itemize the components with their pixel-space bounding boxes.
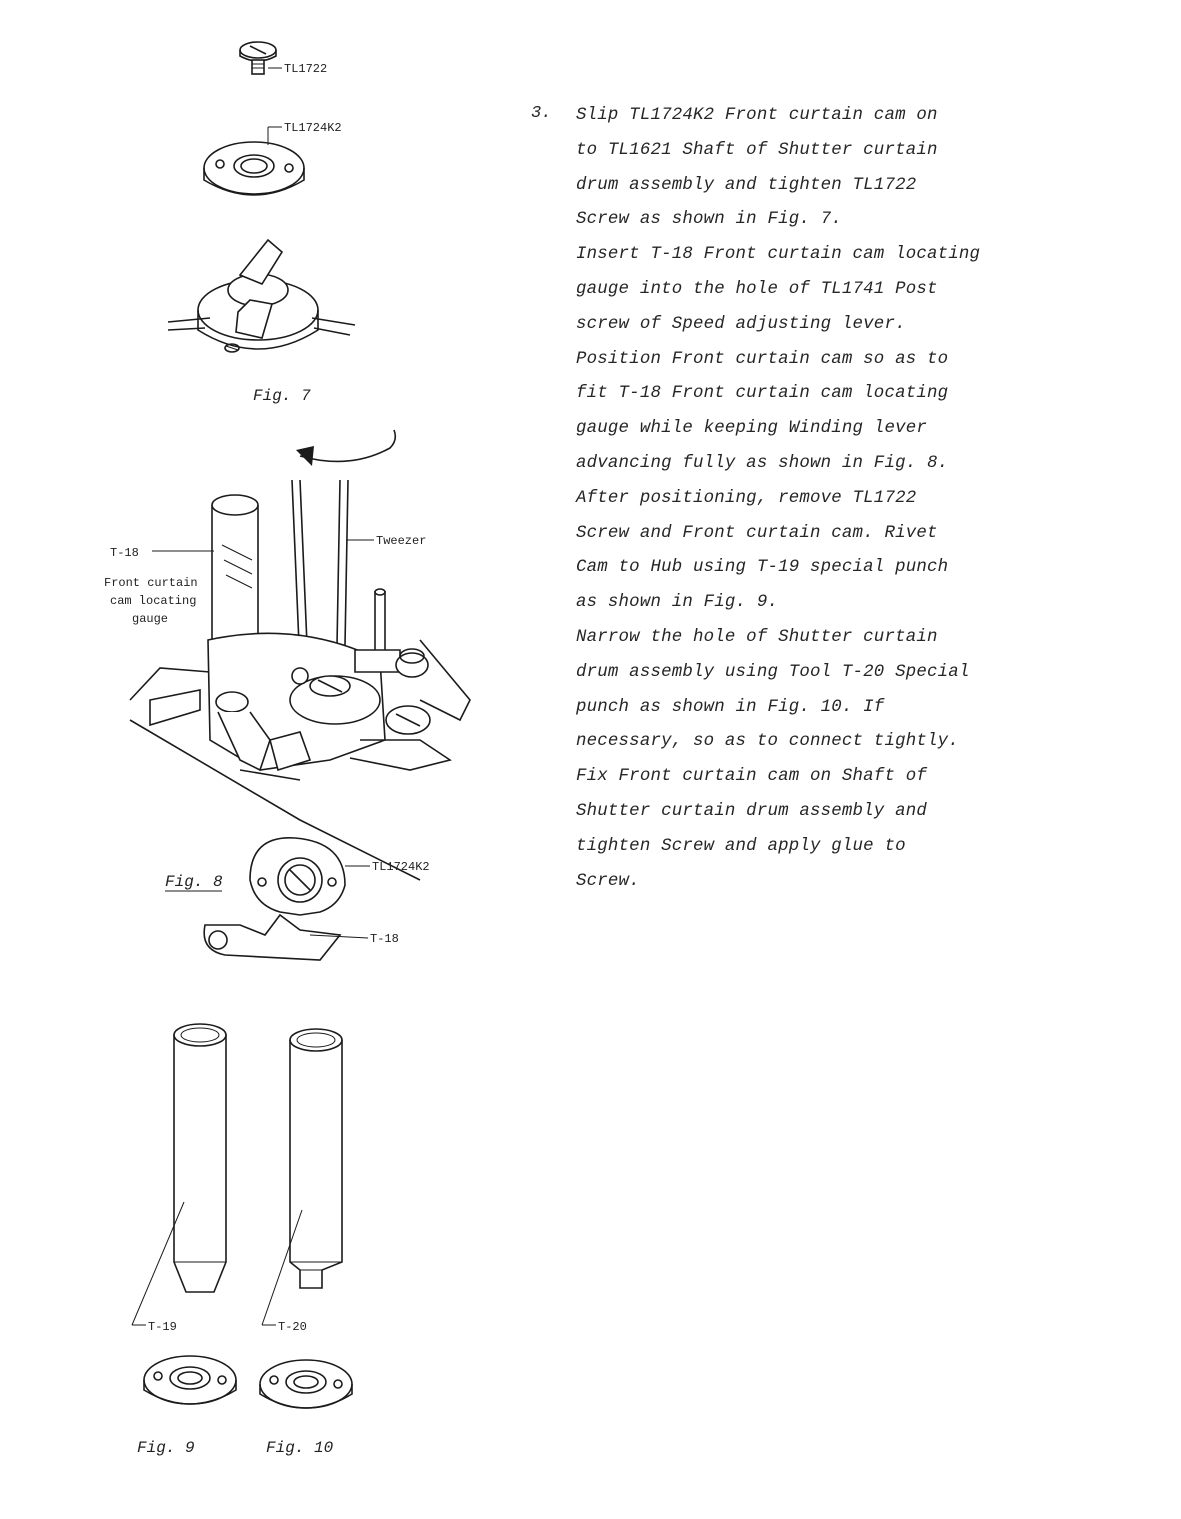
instruction-line: punch as shown in Fig. 10. If <box>576 697 885 717</box>
label-tweezer: Tweezer <box>376 534 427 548</box>
caption-fig8: Fig. 8 <box>165 873 223 891</box>
step-number: 3. <box>531 104 552 123</box>
instruction-line: drum assembly using Tool T-20 Special <box>576 662 970 682</box>
shutter-mechanism-drawing <box>130 589 470 880</box>
instruction-line: Slip TL1724K2 Front curtain cam on <box>576 106 938 125</box>
screw-tl1722-drawing <box>240 42 282 74</box>
instruction-line: Screw as shown in Fig. 7. <box>576 210 842 230</box>
caption-fig7: Fig. 7 <box>253 387 311 405</box>
caption-fig10: Fig. 10 <box>266 1439 334 1457</box>
label-t18-gauge: T-18 <box>110 546 139 560</box>
instruction-line: to TL1621 Shaft of Shutter curtain <box>576 140 938 160</box>
label-tl1724k2-fig7: TL1724K2 <box>284 121 342 135</box>
instruction-line: After positioning, remove TL1722 <box>576 488 917 508</box>
instruction-line: as shown in Fig. 9. <box>576 593 779 613</box>
label-t20: T-20 <box>278 1320 307 1334</box>
step-instructions <box>576 104 1046 904</box>
instruction-line: Narrow the hole of Shutter curtain <box>576 627 938 647</box>
label-gauge-line2: cam locating <box>110 594 197 608</box>
hub-fig9-drawing <box>144 1356 236 1404</box>
instruction-line: Fix Front curtain cam on Shaft of <box>576 767 927 787</box>
label-t18-detail: T-18 <box>370 932 399 946</box>
label-gauge-line1: Front curtain <box>104 576 198 590</box>
instruction-line: tighten Screw and apply glue to <box>576 836 906 856</box>
label-tl1724k2-fig8: TL1724K2 <box>372 860 430 874</box>
instruction-line: fit T-18 Front curtain cam locating <box>576 384 949 404</box>
label-gauge-line3: gauge <box>132 612 169 626</box>
instruction-line: screw of Speed adjusting lever. <box>576 314 906 334</box>
caption-fig9: Fig. 9 <box>137 1439 195 1457</box>
instruction-line: Shutter curtain drum assembly and <box>576 801 927 821</box>
drum-assembly-drawing <box>168 240 355 352</box>
instruction-line: Insert T-18 Front curtain cam locating <box>576 245 981 265</box>
rotation-arrow <box>300 430 395 461</box>
instruction-line: necessary, so as to connect tightly. <box>576 732 959 752</box>
instruction-line: gauge into the hole of TL1741 Post <box>576 279 938 299</box>
instruction-line: Position Front curtain cam so as to <box>576 349 949 369</box>
instruction-line: Screw and Front curtain cam. Rivet <box>576 523 938 543</box>
label-t19: T-19 <box>148 1320 177 1334</box>
instruction-line: Screw. <box>576 871 640 891</box>
cam-gauge-detail-drawing <box>204 838 345 960</box>
instruction-line: Cam to Hub using T-19 special punch <box>576 558 949 578</box>
instruction-line: gauge while keeping Winding lever <box>576 419 927 439</box>
instruction-line: drum assembly and tighten TL1722 <box>576 175 917 195</box>
instruction-line: advancing fully as shown in Fig. 8. <box>576 453 949 473</box>
fig7-illustration <box>168 42 355 405</box>
hub-fig10-drawing <box>260 1360 352 1408</box>
punch-t19-drawing <box>132 1024 226 1325</box>
cam-tl1724k2-drawing <box>204 127 304 195</box>
fig8-illustration <box>104 430 470 960</box>
label-tl1722: TL1722 <box>284 62 328 76</box>
punch-t20-drawing <box>262 1029 342 1325</box>
